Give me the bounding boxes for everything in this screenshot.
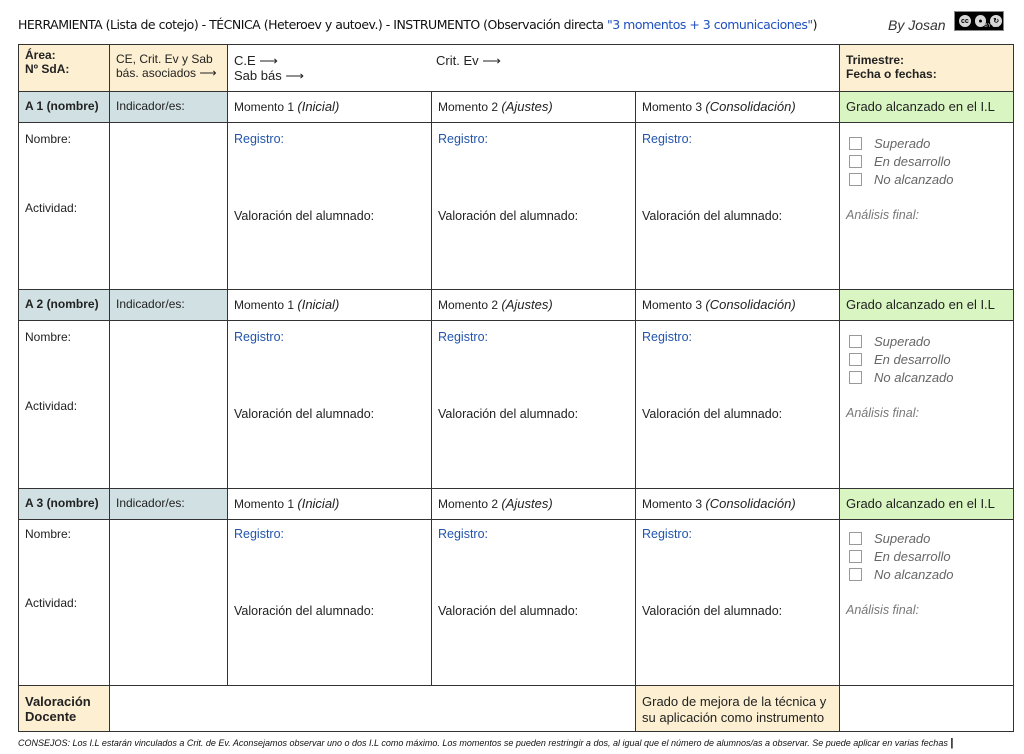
- analisis-label: Análisis final:: [846, 603, 919, 617]
- grado-cell: [840, 123, 1014, 290]
- indicador-input-cell[interactable]: [110, 321, 228, 489]
- crit-value: Crit. Ev ⟶: [436, 53, 501, 68]
- ce-value-cell[interactable]: [228, 45, 840, 92]
- momento3-label: Momento 3: [642, 497, 703, 511]
- momento2-label: Momento 2: [438, 100, 499, 114]
- trimestre-cell[interactable]: [840, 45, 1014, 92]
- option-no-alcanzado[interactable]: [849, 368, 954, 386]
- checkbox[interactable]: [849, 371, 862, 384]
- option-label: Superado: [874, 530, 931, 546]
- option-en-desarrollo[interactable]: [849, 350, 954, 368]
- cc-license-icon: [954, 11, 1004, 31]
- area-cell[interactable]: [19, 45, 110, 92]
- checkbox[interactable]: [849, 568, 862, 581]
- ce-label: CE, Crit. Ev y Sab bás. asociados ⟶: [116, 52, 217, 80]
- momento2-header: [432, 92, 636, 123]
- option-superado[interactable]: [849, 529, 954, 547]
- valoracion-label: Valoración del alumnado:: [234, 604, 375, 618]
- by-person-icon: ●: [974, 14, 988, 28]
- ce-label-cell: [110, 45, 228, 92]
- student-info-cell[interactable]: [19, 321, 110, 489]
- momento1-sub: (Inicial): [297, 297, 340, 312]
- momento2-header: [432, 489, 636, 520]
- momento1-header: [228, 290, 432, 321]
- momento2-sub: (Ajustes): [501, 496, 553, 511]
- option-no-alcanzado[interactable]: [849, 170, 954, 188]
- momento2-label: Momento 2: [438, 497, 499, 511]
- momento3-cell[interactable]: [636, 520, 840, 686]
- mejora-input-cell[interactable]: [840, 686, 1014, 732]
- momento1-cell[interactable]: [228, 520, 432, 686]
- momento2-sub: (Ajustes): [501, 297, 553, 312]
- momento3-sub: (Consolidación): [705, 496, 796, 511]
- grado-options: [849, 529, 954, 583]
- nombre-label: Nombre:: [25, 527, 72, 541]
- grado-cell: [840, 520, 1014, 686]
- momento1-header: [228, 489, 432, 520]
- indicador-cell: Indicador/es:: [110, 290, 228, 321]
- grado-header: Grado alcanzado en el I.L: [840, 92, 1014, 123]
- student-info-cell[interactable]: [19, 123, 110, 290]
- momento1-cell[interactable]: [228, 321, 432, 489]
- title-main: HERRAMIENTA (Lista de cotejo) - TÉCNICA (Heteroev y autoev.) - INSTRUMENTO (Observación directa: [18, 17, 607, 32]
- option-label: En desarrollo: [874, 548, 951, 564]
- grado-header: Grado alcanzado en el I.L: [840, 489, 1014, 520]
- checkbox[interactable]: [849, 137, 862, 150]
- actividad-label: Actividad:: [25, 399, 78, 413]
- license-sub: BY SA: [984, 23, 999, 29]
- mejora-label-cell: Grado de mejora de la técnica y su aplicación como instrumento: [636, 686, 840, 732]
- registro-label: Registro:: [234, 527, 285, 541]
- momento2-sub: (Ajustes): [501, 99, 553, 114]
- student-header-row: [19, 290, 1014, 321]
- indicador-input-cell[interactable]: [110, 123, 228, 290]
- valoracion-label: Valoración del alumnado:: [438, 407, 579, 421]
- title-end: ): [812, 17, 818, 32]
- checklist-table: [18, 44, 1014, 732]
- docente-row: [19, 686, 1014, 732]
- option-label: Superado: [874, 333, 931, 349]
- momento1-label: Momento 1: [234, 298, 295, 312]
- indicador-cell: Indicador/es:: [110, 92, 228, 123]
- checkbox[interactable]: [849, 532, 862, 545]
- momento1-header: [228, 92, 432, 123]
- student-label-cell: A 3 (nombre): [19, 489, 110, 520]
- option-no-alcanzado[interactable]: [849, 565, 954, 583]
- momento3-sub: (Consolidación): [705, 297, 796, 312]
- momento1-label: Momento 1: [234, 497, 295, 511]
- momento3-header: [636, 489, 840, 520]
- checkbox[interactable]: [849, 155, 862, 168]
- registro-label: Registro:: [642, 527, 693, 541]
- grado-options: [849, 134, 954, 188]
- document-header: [18, 10, 1008, 40]
- option-label: No alcanzado: [874, 566, 954, 582]
- registro-label: Registro:: [642, 330, 693, 344]
- title-highlight: "3 momentos + 3 comunicaciones": [607, 17, 813, 32]
- momento2-cell[interactable]: [432, 520, 636, 686]
- checkbox[interactable]: [849, 353, 862, 366]
- valoracion-label: Valoración del alumnado:: [642, 604, 783, 618]
- text-cursor: |: [950, 737, 954, 749]
- student-info-cell[interactable]: [19, 520, 110, 686]
- document-title: [18, 17, 817, 32]
- valoracion-label: Valoración del alumnado:: [642, 407, 783, 421]
- analisis-label: Análisis final:: [846, 208, 919, 222]
- student-body-row: [19, 123, 1014, 290]
- ce-value: C.E ⟶: [234, 53, 278, 68]
- cc-icon: cc: [958, 14, 972, 28]
- registro-label: Registro:: [642, 132, 693, 146]
- option-label: En desarrollo: [874, 153, 951, 169]
- checkbox[interactable]: [849, 173, 862, 186]
- momento3-sub: (Consolidación): [705, 99, 796, 114]
- option-label: En desarrollo: [874, 351, 951, 367]
- registro-label: Registro:: [234, 330, 285, 344]
- momento1-sub: (Inicial): [297, 496, 340, 511]
- grado-cell: [840, 321, 1014, 489]
- momento2-cell[interactable]: [432, 321, 636, 489]
- sa-share-icon: ↻: [989, 14, 1003, 28]
- docente-label-cell: Valoración Docente: [19, 686, 110, 732]
- top-info-row: [19, 45, 1014, 92]
- valoracion-label: Valoración del alumnado:: [234, 209, 375, 223]
- momento3-header: [636, 92, 840, 123]
- momento3-label: Momento 3: [642, 100, 703, 114]
- student-body-row: [19, 520, 1014, 686]
- indicador-cell: Indicador/es:: [110, 489, 228, 520]
- momento3-cell[interactable]: [636, 321, 840, 489]
- nombre-label: Nombre:: [25, 132, 72, 146]
- registro-label: Registro:: [438, 132, 489, 146]
- registro-label: Registro:: [438, 330, 489, 344]
- student-header-row: [19, 92, 1014, 123]
- indicador-input-cell[interactable]: [110, 520, 228, 686]
- sda-label: Nº SdA:: [25, 62, 70, 76]
- option-en-desarrollo[interactable]: [849, 547, 954, 565]
- area-label: Área:: [25, 48, 56, 62]
- registro-label: Registro:: [438, 527, 489, 541]
- option-label: No alcanzado: [874, 171, 954, 187]
- analisis-label: Análisis final:: [846, 406, 919, 420]
- momento2-cell[interactable]: [432, 123, 636, 290]
- valoracion-label: Valoración del alumnado:: [234, 407, 375, 421]
- momento2-label: Momento 2: [438, 298, 499, 312]
- footer-tips: [18, 737, 1008, 749]
- grado-options: [849, 332, 954, 386]
- momento3-label: Momento 3: [642, 298, 703, 312]
- actividad-label: Actividad:: [25, 201, 78, 215]
- fechas-label: Fecha o fechas:: [846, 67, 937, 81]
- registro-label: Registro:: [234, 132, 285, 146]
- option-superado[interactable]: [849, 332, 954, 350]
- momento2-header: [432, 290, 636, 321]
- actividad-label: Actividad:: [25, 596, 78, 610]
- option-superado[interactable]: [849, 134, 954, 152]
- valoracion-label: Valoración del alumnado:: [642, 209, 783, 223]
- option-label: No alcanzado: [874, 369, 954, 385]
- footer-text: CONSEJOS: Los I.L estarán vinculados a Crit. de Ev. Aconsejamos observar uno o dos I.L como máximo. Los momentos se pueden restringir a dos, al igual que el número de alumnos/as a observar. Se puede aplicar en varias fechas: [18, 738, 948, 748]
- valoracion-label: Valoración del alumnado:: [438, 604, 579, 618]
- momento1-label: Momento 1: [234, 100, 295, 114]
- grado-header: Grado alcanzado en el I.L: [840, 290, 1014, 321]
- sab-value: Sab bás ⟶: [234, 68, 304, 83]
- option-en-desarrollo[interactable]: [849, 152, 954, 170]
- momento1-cell[interactable]: [228, 123, 432, 290]
- nombre-label: Nombre:: [25, 330, 72, 344]
- option-label: Superado: [874, 135, 931, 151]
- momento1-sub: (Inicial): [297, 99, 340, 114]
- docente-input-cell[interactable]: [110, 686, 636, 732]
- student-header-row: [19, 489, 1014, 520]
- valoracion-label: Valoración del alumnado:: [438, 209, 579, 223]
- student-body-row: [19, 321, 1014, 489]
- student-label-cell: A 2 (nombre): [19, 290, 110, 321]
- checkbox[interactable]: [849, 550, 862, 563]
- student-label-cell: A 1 (nombre): [19, 92, 110, 123]
- author-byline: By Josan: [888, 17, 946, 33]
- momento3-cell[interactable]: [636, 123, 840, 290]
- trimestre-label: Trimestre:: [846, 53, 905, 67]
- momento3-header: [636, 290, 840, 321]
- checkbox[interactable]: [849, 335, 862, 348]
